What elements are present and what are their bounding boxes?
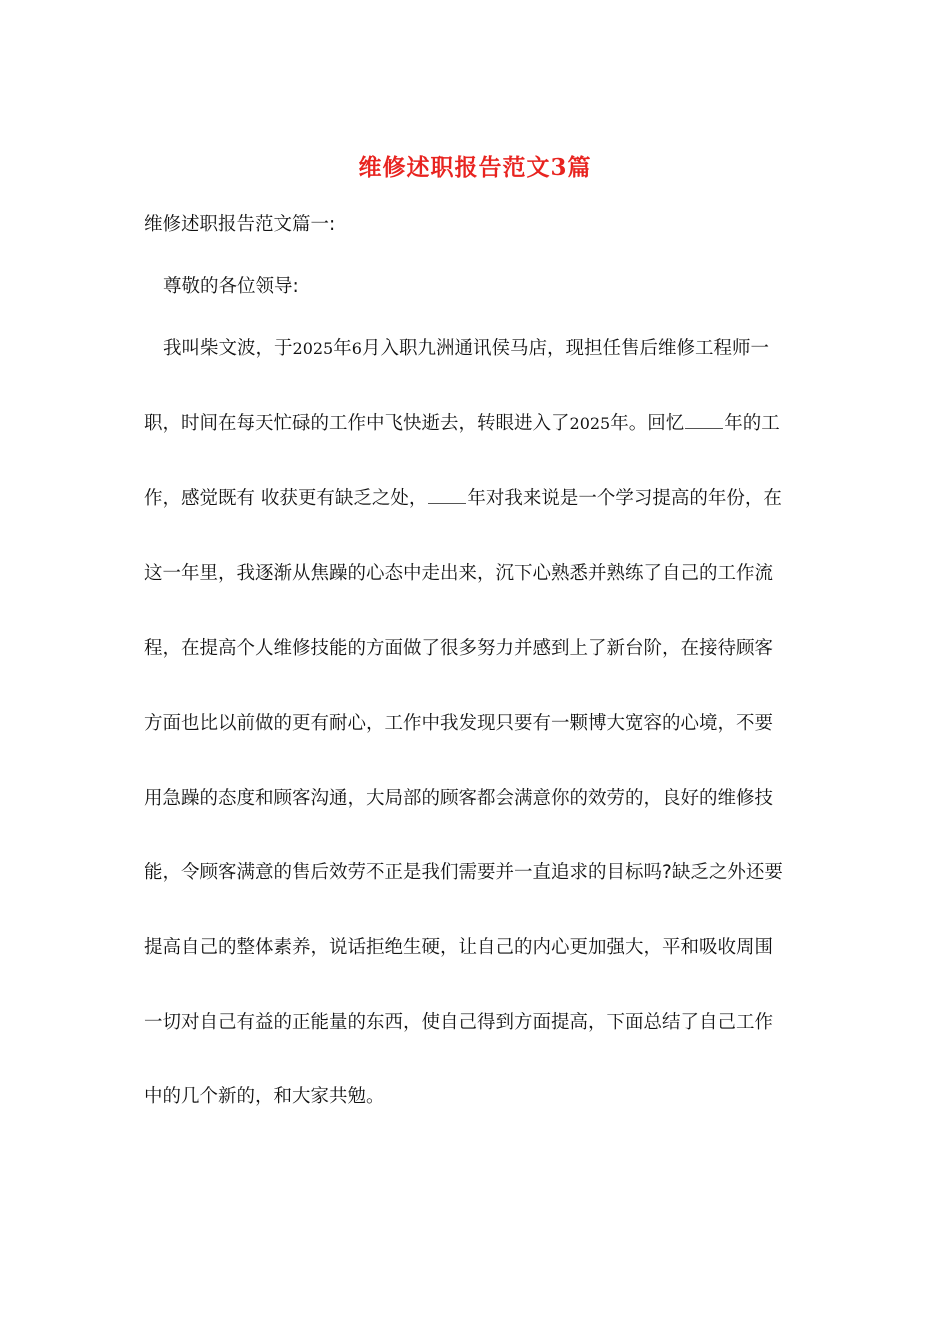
year-number: 2025 bbox=[292, 339, 334, 358]
text-span: 年的工 bbox=[724, 413, 780, 434]
text-span: 职，时间在每天忙碌的工作中飞快逝去，转眼进入了 bbox=[144, 413, 570, 434]
paragraph-line-3 bbox=[144, 486, 812, 512]
text-span: 作，感觉既有 收获更有缺乏之处， bbox=[144, 488, 428, 509]
paragraph-line-11: 中的几个新的，和大家共勉。 bbox=[144, 1086, 385, 1107]
paragraph-line-2 bbox=[144, 411, 812, 437]
text-span: 月入职九洲通讯侯马店，现担任售后维修工程师一 bbox=[361, 338, 769, 359]
paragraph-line-1 bbox=[163, 336, 812, 362]
salutation: 尊敬的各位领导: bbox=[163, 276, 299, 297]
text-span: 我叫柴文波，于 bbox=[163, 338, 293, 359]
text-span: 年。回忆 bbox=[610, 413, 685, 434]
document-title: 维修述职报告范文3篇 bbox=[358, 154, 592, 181]
paragraph-line-8: 能，令顾客满意的售后效劳不正是我们需要并一直追求的目标吗?缺乏之外还要 bbox=[144, 862, 783, 883]
paragraph-line-4: 这一年里，我逐渐从焦躁的心态中走出来，沉下心熟悉并熟练了自己的工作流 bbox=[144, 563, 774, 584]
paragraph-line-9: 提高自己的整体素养，说话拒绝生硬，让自己的内心更加强大，平和吸收周围 bbox=[144, 937, 774, 958]
fill-blank bbox=[428, 487, 466, 504]
section-heading: 维修述职报告范文篇一: bbox=[144, 214, 336, 235]
paragraph-line-6: 方面也比以前做的更有耐心，工作中我发现只要有一颗博大宽容的心境，不要 bbox=[144, 713, 774, 734]
text-span: 年对我来说是一个学习提高的年份，在 bbox=[467, 488, 782, 509]
fill-blank bbox=[685, 412, 723, 429]
paragraph-line-10: 一切对自己有益的正能量的东西，使自己得到方面提高，下面总结了自己工作 bbox=[144, 1012, 774, 1033]
year-number: 2025 bbox=[569, 414, 611, 433]
paragraph-line-5: 程，在提高个人维修技能的方面做了很多努力并感到上了新台阶，在接待顾客 bbox=[144, 638, 774, 659]
text-span: 年 bbox=[333, 338, 352, 359]
paragraph-line-7: 用急躁的态度和顾客沟通，大局部的顾客都会满意你的效劳的，良好的维修技 bbox=[144, 788, 774, 809]
month-number: 6 bbox=[351, 339, 362, 358]
